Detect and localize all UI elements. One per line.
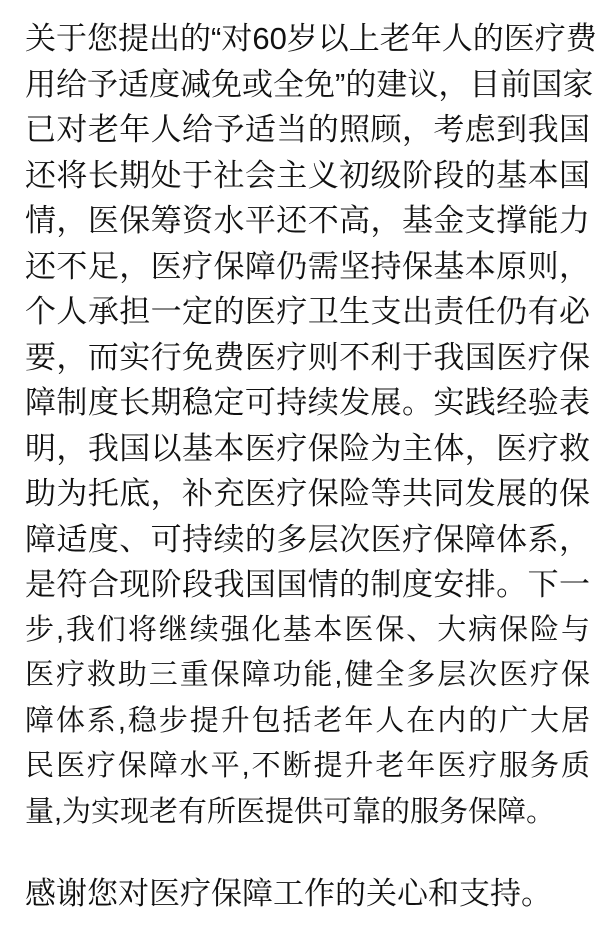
reply-text-line: 是符合现阶段我国国情的制度安排。下一 <box>25 567 590 602</box>
reply-text-line: 已对老年人给予适当的照顾，考虑到我国 <box>25 112 590 147</box>
reply-text-line: 个人承担一定的医疗卫生支出责任仍有必 <box>25 294 590 329</box>
reply-text-line: 用给予适度减免或全免”的建议，目前国家 <box>25 66 594 102</box>
reply-paragraph <box>25 16 597 835</box>
thanks-paragraph <box>25 871 590 917</box>
reply-text-line: 医疗救助三重保障功能,健全多层次医疗保 <box>25 659 590 691</box>
reply-text-line: 情，医保筹资水平还不高，基金支撑能力 <box>25 203 590 238</box>
reply-text-line: 障体系,稳步提升包括老年人在内的广大居 <box>25 704 590 737</box>
thanks-text: 感谢您对医疗保障工作的关心和支持。 <box>25 876 552 911</box>
reply-text-line: 明，我国以基本医疗保险为主体，医疗救 <box>25 430 590 466</box>
reply-text-line: 还将长期处于社会主义初级阶段的基本国 <box>25 157 590 193</box>
reply-text-line: 还不足，医疗保障仍需坚持保基本原则， <box>25 248 590 284</box>
reply-text-line: 障适度、可持续的多层次医疗保障体系， <box>25 521 590 557</box>
reply-text-line: 助为托底，补充医疗保险等共同发展的保 <box>25 476 590 511</box>
reply-text-line: 要，而实行免费医疗则不利于我国医疗保 <box>25 339 590 375</box>
reply-text-line: 关于您提出的“对60岁以上老年人的医疗费 <box>25 21 597 56</box>
reply-text-line: 量,为实现老有所医提供可靠的服务保障。 <box>25 795 556 828</box>
reply-text-line: 步,我们将继续强化基本医保、大病保险与 <box>25 613 590 646</box>
reply-text-line: 障制度长期稳定可持续发展。实践经验表 <box>25 385 590 420</box>
reply-text-line: 民医疗保障水平,不断提升老年医疗服务质 <box>25 750 590 782</box>
